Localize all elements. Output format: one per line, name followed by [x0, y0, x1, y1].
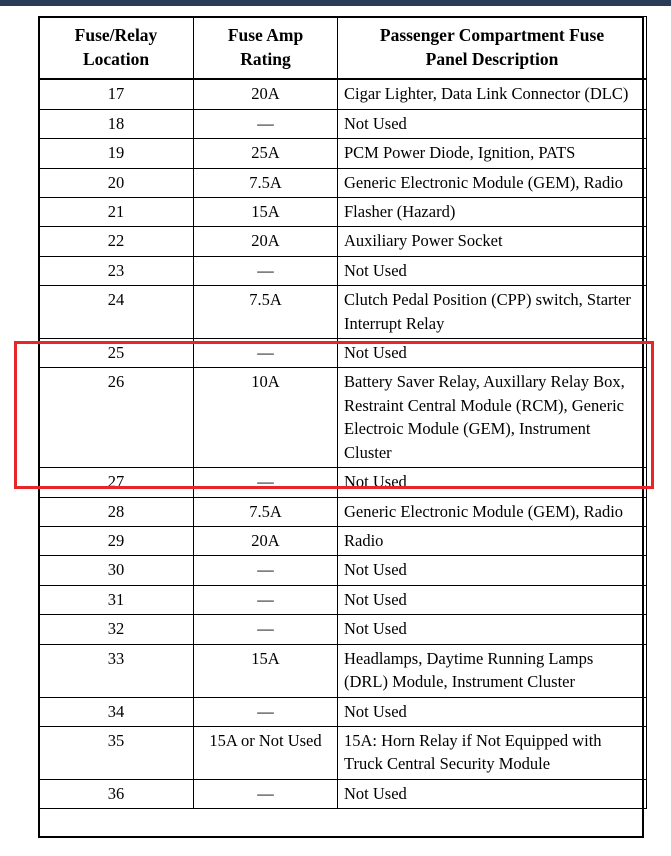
cell-location: 27: [39, 468, 194, 497]
cell-description: Radio: [338, 527, 647, 556]
cell-description: Headlamps, Daytime Running Lamps (DRL) Module, Instrument Cluster: [338, 644, 647, 697]
table-row: [39, 468, 647, 497]
cell-description: Not Used: [338, 109, 647, 138]
table-header-row: [39, 17, 647, 80]
cell-description: Generic Electronic Module (GEM), Radio: [338, 497, 647, 526]
cell-rating: 25A: [194, 139, 338, 168]
cell-location: 35: [39, 726, 194, 779]
table-row: [39, 79, 647, 109]
cell-rating: 7.5A: [194, 497, 338, 526]
table-body: [39, 79, 647, 808]
table-row: [39, 227, 647, 256]
cell-rating: —: [194, 468, 338, 497]
column-header-description: [338, 17, 647, 80]
cell-location: 26: [39, 368, 194, 468]
table-row: [39, 697, 647, 726]
cell-rating: 7.5A: [194, 168, 338, 197]
cell-description: Cigar Lighter, Data Link Connector (DLC): [338, 79, 647, 109]
column-header-location-line1: Fuse/Relay: [74, 25, 158, 45]
column-header-rating: [194, 17, 338, 80]
column-header-description-line2: Panel Description: [425, 48, 559, 69]
cell-location: 24: [39, 286, 194, 339]
cell-description: Battery Saver Relay, Auxillary Relay Box, Restraint Central Module (RCM), Generic Electroic Module (GEM), Instrument Cluster: [338, 368, 647, 468]
cell-description: Not Used: [338, 339, 647, 368]
table-row: [39, 527, 647, 556]
cell-rating: 20A: [194, 527, 338, 556]
cell-rating: —: [194, 556, 338, 585]
table-row: [39, 139, 647, 168]
cell-description: Not Used: [338, 779, 647, 808]
cell-location: 25: [39, 339, 194, 368]
cell-location: 30: [39, 556, 194, 585]
cell-description: Not Used: [338, 256, 647, 285]
table-row: [39, 256, 647, 285]
cell-rating: 15A: [194, 197, 338, 226]
cell-description: PCM Power Diode, Ignition, PATS: [338, 139, 647, 168]
table-row: [39, 726, 647, 779]
cell-description: Flasher (Hazard): [338, 197, 647, 226]
cell-rating: —: [194, 585, 338, 614]
table-row: [39, 779, 647, 808]
column-header-location-line2: Location: [82, 48, 150, 69]
cell-description: Not Used: [338, 585, 647, 614]
fuse-panel-table: [38, 16, 647, 809]
cell-location: 31: [39, 585, 194, 614]
cell-location: 28: [39, 497, 194, 526]
cell-location: 20: [39, 168, 194, 197]
cell-description: Clutch Pedal Position (CPP) switch, Starter Interrupt Relay: [338, 286, 647, 339]
cell-description: Not Used: [338, 468, 647, 497]
cell-location: 33: [39, 644, 194, 697]
cell-location: 19: [39, 139, 194, 168]
cell-location: 22: [39, 227, 194, 256]
cell-location: 34: [39, 697, 194, 726]
table-row: [39, 339, 647, 368]
cell-rating: 15A or Not Used: [194, 726, 338, 779]
table-row: [39, 109, 647, 138]
cell-rating: 10A: [194, 368, 338, 468]
cell-description: Generic Electronic Module (GEM), Radio: [338, 168, 647, 197]
column-header-location: [39, 17, 194, 80]
cell-location: 29: [39, 527, 194, 556]
column-header-rating-line1: Fuse Amp: [227, 25, 304, 45]
table-row: [39, 497, 647, 526]
table-row: [39, 168, 647, 197]
cell-rating: 20A: [194, 227, 338, 256]
cell-rating: —: [194, 256, 338, 285]
cell-description: Not Used: [338, 615, 647, 644]
cell-rating: 15A: [194, 644, 338, 697]
cell-description: 15A: Horn Relay if Not Equipped with Truck Central Security Module: [338, 726, 647, 779]
table-row: [39, 585, 647, 614]
fuse-table-container: [38, 16, 646, 809]
table-row: [39, 556, 647, 585]
table-row: [39, 197, 647, 226]
table-header: [39, 17, 647, 80]
cell-description: Auxiliary Power Socket: [338, 227, 647, 256]
cell-location: 32: [39, 615, 194, 644]
cell-rating: 7.5A: [194, 286, 338, 339]
table-row: [39, 286, 647, 339]
cell-location: 36: [39, 779, 194, 808]
column-header-description-line1: Passenger Compartment Fuse: [379, 25, 605, 45]
cell-rating: —: [194, 339, 338, 368]
cell-location: 21: [39, 197, 194, 226]
cell-rating: —: [194, 697, 338, 726]
table-row: [39, 368, 647, 468]
cell-description: Not Used: [338, 697, 647, 726]
cell-rating: —: [194, 615, 338, 644]
cell-rating: —: [194, 779, 338, 808]
top-bar: [0, 0, 671, 6]
cell-location: 18: [39, 109, 194, 138]
cell-rating: 20A: [194, 79, 338, 109]
cell-location: 17: [39, 79, 194, 109]
cell-rating: —: [194, 109, 338, 138]
table-row: [39, 644, 647, 697]
table-row: [39, 615, 647, 644]
column-header-rating-line2: Rating: [240, 48, 291, 69]
cell-location: 23: [39, 256, 194, 285]
cell-description: Not Used: [338, 556, 647, 585]
